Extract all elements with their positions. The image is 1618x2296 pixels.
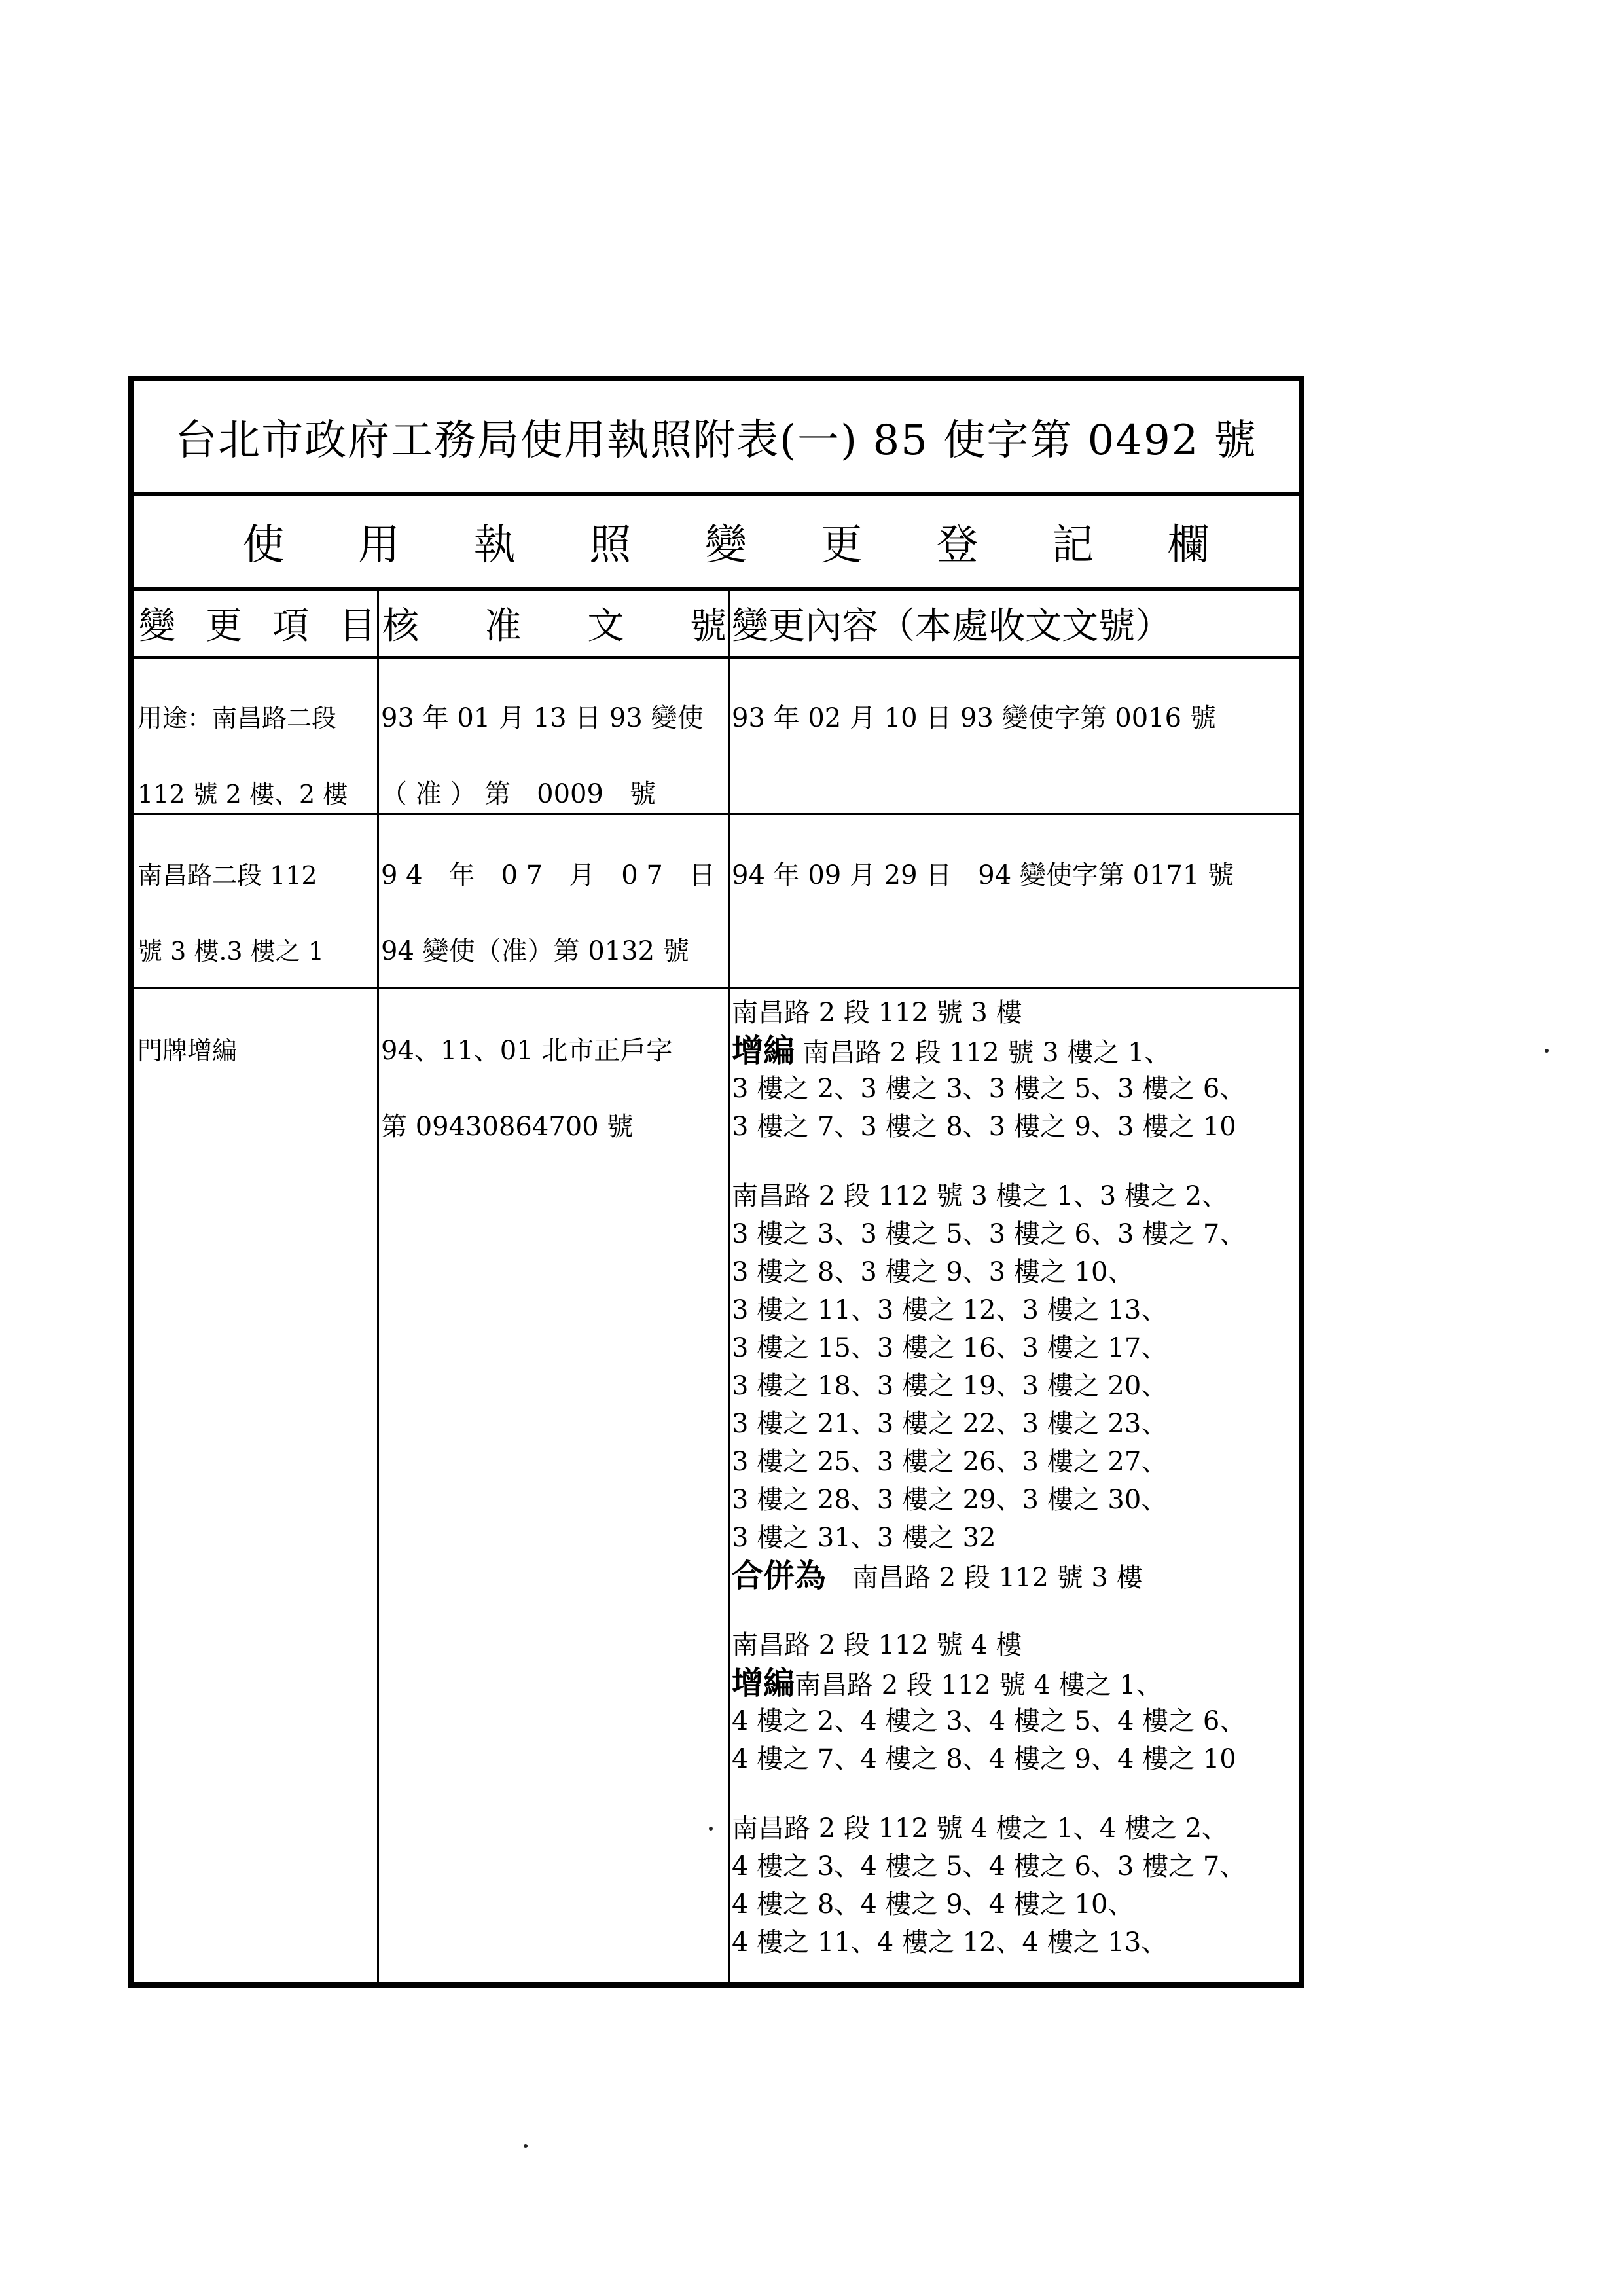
emphasis-label: 增編: [732, 1665, 795, 1702]
row-divider: [134, 813, 1299, 815]
line-text: 南昌路 2 段 112 號 4 樓之 1、: [795, 1670, 1162, 1700]
heading-char: 照: [589, 521, 632, 570]
emphasis-label: 合併為: [732, 1558, 827, 1594]
text-line: [732, 1108, 1299, 1146]
text-line: （ 准 ） 第 0009 號: [381, 779, 656, 809]
line-text: 南昌路 2 段 112 號 3 樓之 1、3 樓之 2、: [732, 1181, 1229, 1211]
row-divider: [134, 987, 1299, 989]
text-line: [732, 1367, 1299, 1405]
row-1-approval: [381, 661, 728, 813]
text-line: 112 號 2 樓、2 樓: [137, 780, 348, 809]
text-line: [732, 994, 1299, 1032]
header-char: 核: [382, 605, 419, 647]
text-line: [732, 1177, 1299, 1215]
line-text: 3 樓之 2、3 樓之 3、3 樓之 5、3 樓之 6、: [732, 1074, 1246, 1104]
text-line: [732, 1740, 1299, 1778]
line-text: 3 樓之 11、3 樓之 12、3 樓之 13、: [732, 1295, 1168, 1325]
block-gap: [732, 1595, 1299, 1626]
line-text: 3 樓之 15、3 樓之 16、3 樓之 17、: [732, 1333, 1168, 1363]
text-line: [732, 1886, 1299, 1923]
row-3-approval: [381, 994, 728, 1976]
text-line: [732, 1253, 1299, 1291]
line-text: 3 樓之 8、3 樓之 9、3 樓之 10、: [732, 1257, 1134, 1287]
text-line: [732, 1923, 1299, 1961]
text-line: 9 4 年 0 7 月 0 7 日: [381, 860, 715, 890]
text-line: 94、11、01 北市正戶字: [381, 1036, 673, 1066]
column-header-approval: [381, 591, 728, 656]
text-line: 93 年 01 月 13 日 93 變使: [381, 703, 704, 733]
row-1-content: [732, 661, 1299, 813]
header-char: 目: [339, 605, 376, 647]
line-text: 3 樓之 31、3 樓之 32: [732, 1523, 996, 1553]
line-text: 3 樓之 25、3 樓之 26、3 樓之 27、: [732, 1447, 1168, 1477]
row-1-item: [137, 661, 377, 813]
line-text: 3 樓之 28、3 樓之 29、3 樓之 30、: [732, 1485, 1168, 1515]
text-line: [732, 1032, 1299, 1070]
heading-char: 使: [242, 521, 285, 570]
line-text: 南昌路 2 段 112 號 3 樓之 1、: [795, 1038, 1171, 1068]
line-text: 3 樓之 18、3 樓之 19、3 樓之 20、: [732, 1371, 1168, 1401]
line-text: 3 樓之 3、3 樓之 5、3 樓之 6、3 樓之 7、: [732, 1219, 1246, 1249]
column-divider: [377, 591, 379, 1982]
text-line: [732, 1070, 1299, 1108]
text-line: [732, 1626, 1299, 1664]
text-line: [732, 1291, 1299, 1329]
text-line: 門牌增編: [137, 1036, 238, 1065]
scan-speck: [524, 2144, 528, 2148]
line-text: 南昌路 2 段 112 號 4 樓: [732, 1630, 1022, 1660]
header-char: 項: [272, 605, 309, 647]
block-gap: [732, 1778, 1299, 1810]
text-line: [732, 1557, 1299, 1595]
line-text: 4 樓之 7、4 樓之 8、4 樓之 9、4 樓之 10: [732, 1744, 1236, 1774]
emphasis-label: 增編: [732, 1032, 795, 1069]
row-3-content: [732, 994, 1299, 1982]
text-line: 號 3 樓.3 樓之 1: [137, 937, 324, 966]
header-char: 文: [587, 605, 624, 647]
scan-speck: [1545, 1049, 1549, 1053]
header-char: 准: [484, 605, 522, 647]
text-line: 用途：南昌路二段: [137, 704, 337, 733]
line-text: 3 樓之 7、3 樓之 8、3 樓之 9、3 樓之 10: [732, 1112, 1236, 1142]
row-3-item: [137, 994, 377, 1976]
row-2-content: [732, 818, 1299, 987]
document-title: 台北市政府工務局使用執照附表(一) 85 使字第 0492 號: [134, 381, 1299, 496]
block-gap: [732, 1146, 1299, 1177]
text-line: 93 年 02 月 10 日 93 變使字第 0016 號: [732, 703, 1216, 733]
column-header-row: [134, 591, 1299, 659]
text-line: [732, 1481, 1299, 1519]
column-divider: [728, 591, 730, 1982]
header-char: 變: [139, 605, 175, 647]
line-text: 4 樓之 11、4 樓之 12、4 樓之 13、: [732, 1927, 1168, 1958]
heading-char: 執: [473, 521, 516, 570]
scan-speck: [709, 1827, 713, 1831]
heading-char: 用: [357, 521, 400, 570]
line-text: 南昌路 2 段 112 號 3 樓: [826, 1563, 1143, 1593]
text-line: [732, 1519, 1299, 1557]
row-2-item: [137, 818, 377, 987]
text-line: [732, 1215, 1299, 1253]
line-text: 4 樓之 2、4 樓之 3、4 樓之 5、4 樓之 6、: [732, 1706, 1246, 1736]
text-line: [732, 1405, 1299, 1443]
heading-char: 欄: [1167, 521, 1210, 570]
text-line: [732, 1664, 1299, 1702]
text-line: [732, 1810, 1299, 1848]
line-text: 南昌路 2 段 112 號 4 樓之 1、4 樓之 2、: [732, 1813, 1229, 1844]
text-line: 南昌路二段 112: [137, 861, 317, 890]
text-line: 第 09430864700 號: [381, 1112, 634, 1142]
heading-char: 變: [704, 521, 747, 570]
heading-char: 登: [936, 521, 979, 570]
text-line: [732, 1443, 1299, 1481]
text-line: 94 變使（准）第 0132 號: [381, 936, 689, 966]
line-text: 3 樓之 21、3 樓之 22、3 樓之 23、: [732, 1409, 1168, 1439]
line-text: 南昌路 2 段 112 號 3 樓: [732, 998, 1022, 1028]
heading-char: 更: [820, 521, 863, 570]
permit-annex-table: [128, 376, 1304, 1988]
text-line: 94 年 09 月 29 日 94 變使字第 0171 號: [732, 860, 1234, 890]
section-heading: [134, 496, 1299, 591]
text-line: [732, 1848, 1299, 1886]
column-header-item: [137, 591, 377, 656]
header-char: 更: [206, 605, 242, 647]
text-line: [732, 1702, 1299, 1740]
text-line: [732, 1329, 1299, 1367]
header-char: 號: [689, 605, 727, 647]
line-text: 4 樓之 3、4 樓之 5、4 樓之 6、3 樓之 7、: [732, 1851, 1246, 1882]
heading-char: 記: [1051, 521, 1094, 570]
row-2-approval: [381, 818, 728, 987]
line-text: 4 樓之 8、4 樓之 9、4 樓之 10、: [732, 1889, 1134, 1920]
column-header-content: 變更內容（本處收文文號）: [732, 605, 1172, 647]
